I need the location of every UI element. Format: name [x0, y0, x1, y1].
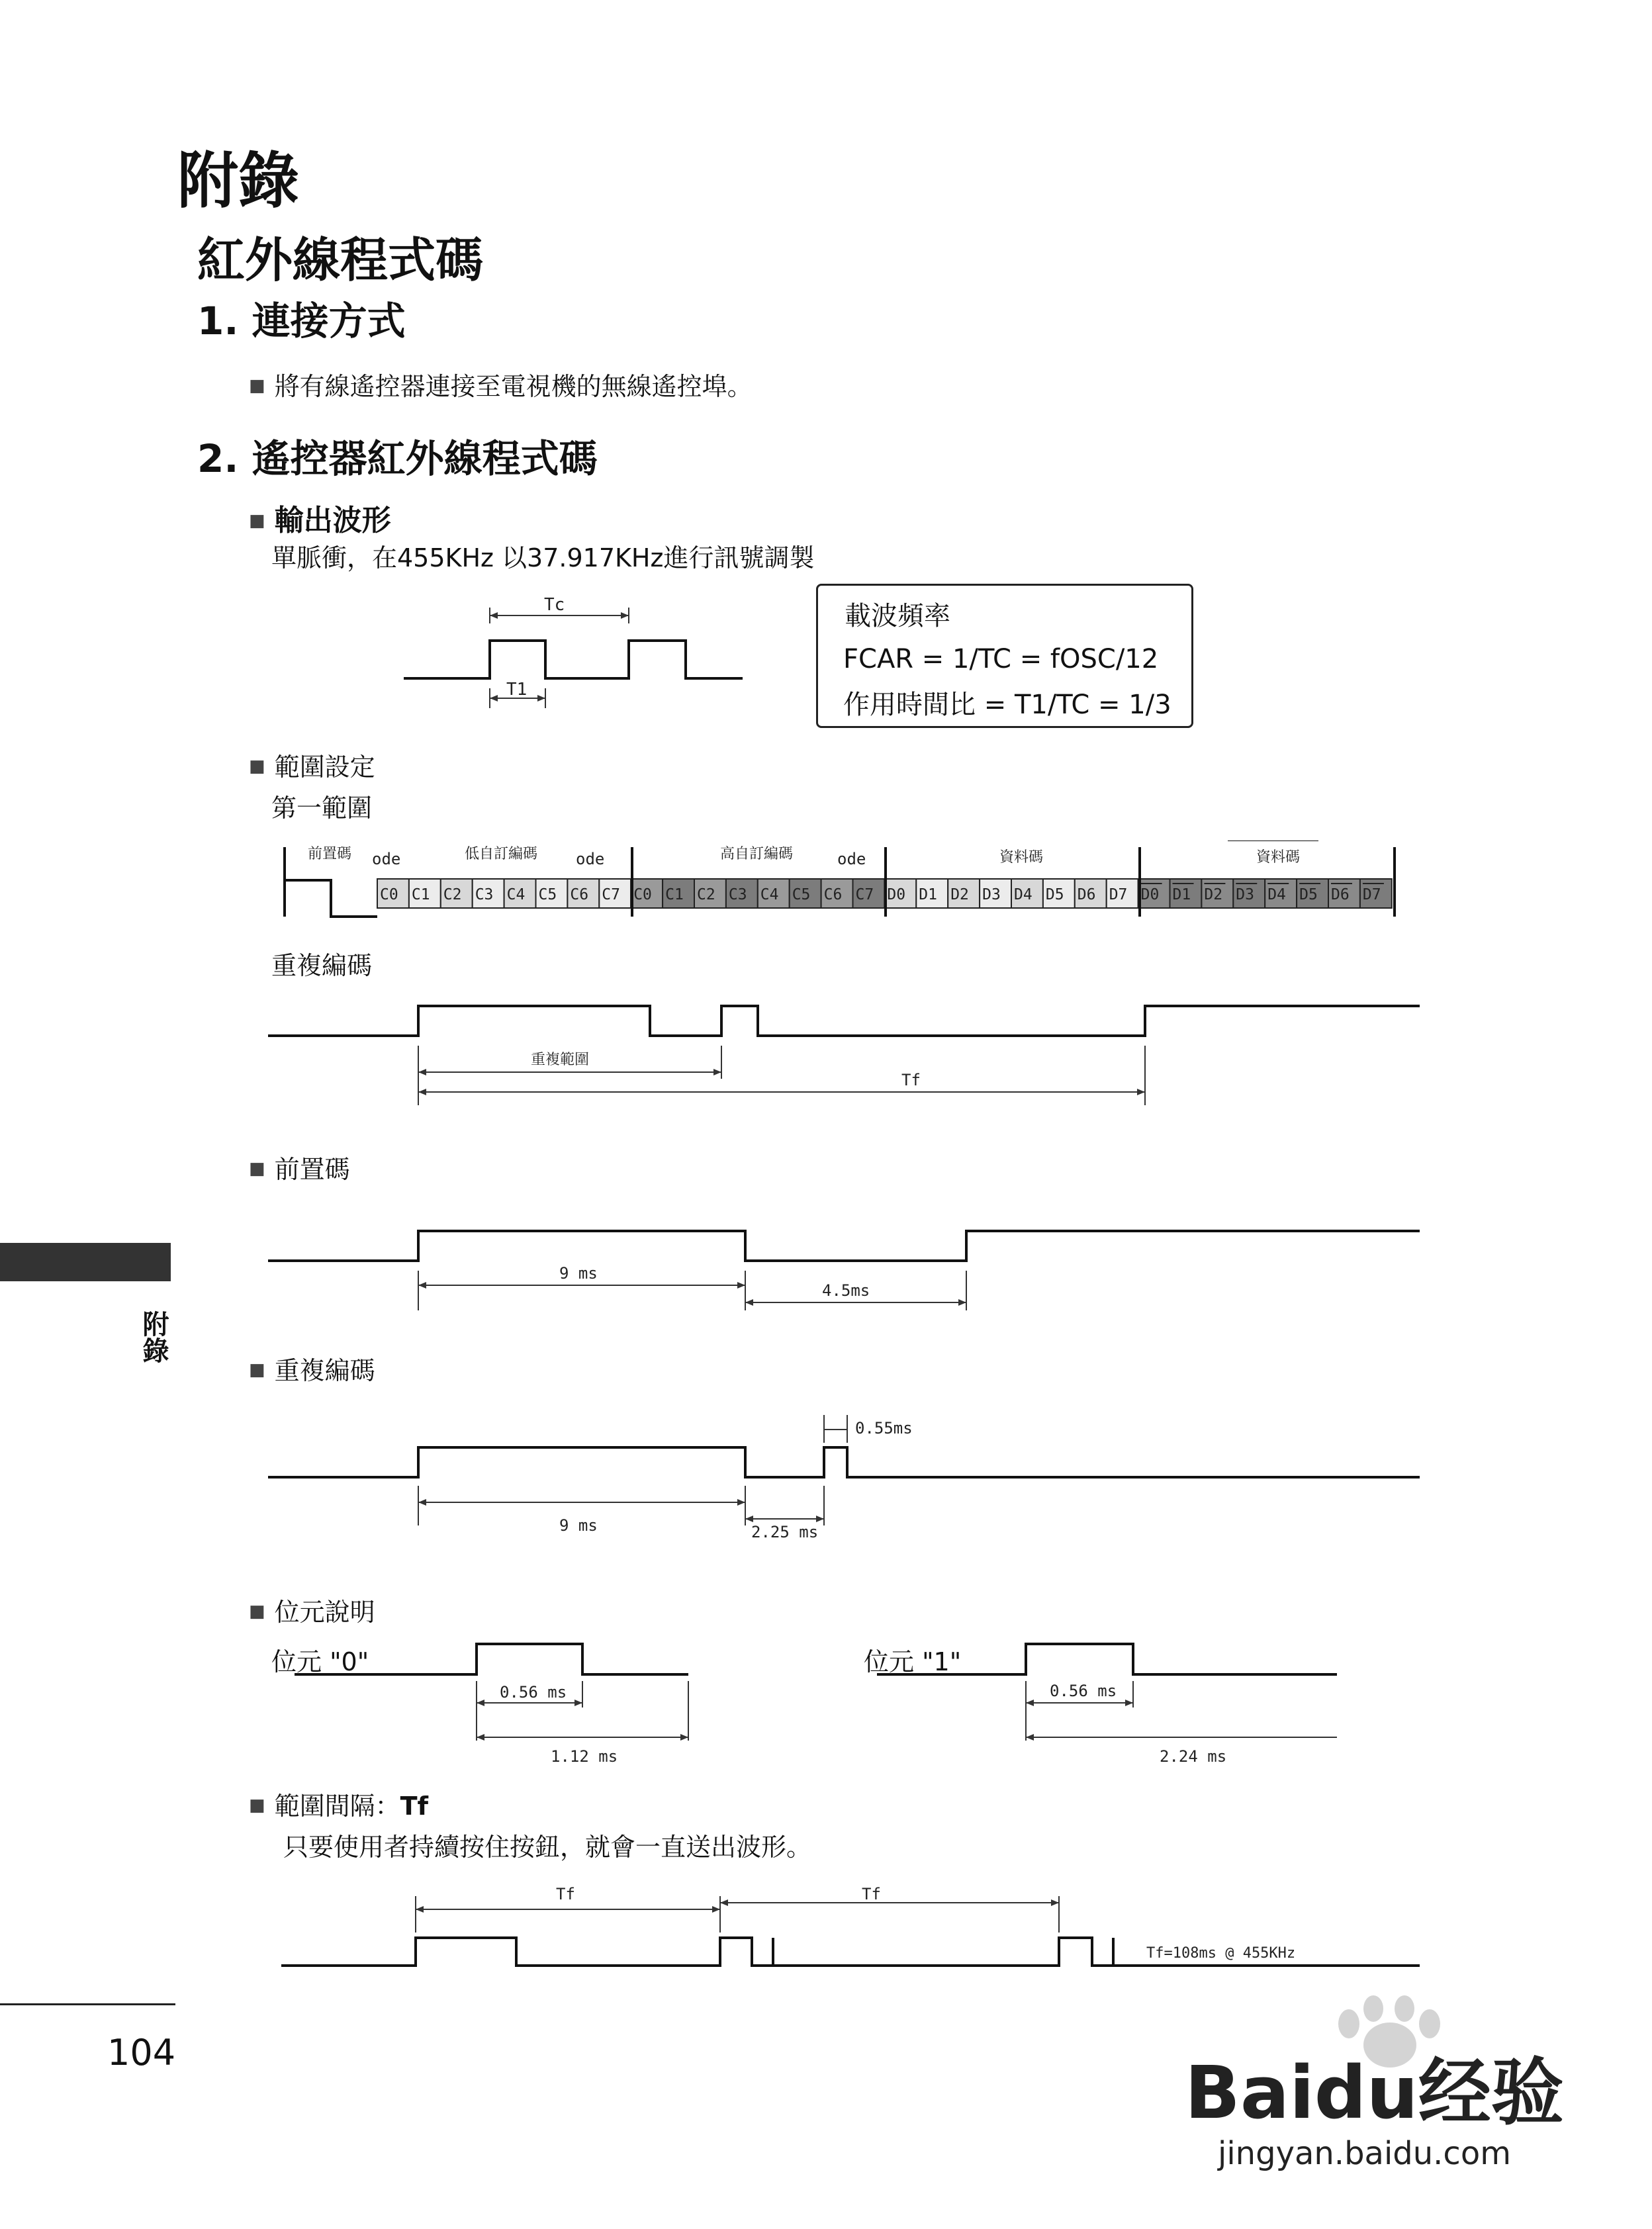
output-wave-desc: 單脈衝，在455KHz 以37.917KHz進行訊號調製 — [271, 543, 815, 572]
frame-cell-label: C1 — [411, 886, 430, 903]
frame-cell-label: D7 — [1362, 886, 1381, 903]
output-wave-heading: ■ 輸出波形 — [249, 496, 391, 539]
bit0-high-time: 0.56 ms — [500, 1683, 567, 1702]
preamble-heading: ■ 前置碼 — [249, 1149, 350, 1185]
group-label-data: 資料碼 — [999, 849, 1044, 866]
frame-cell-label: D3 — [1236, 886, 1255, 903]
group-label-low-custom: 低自訂編碼 — [465, 846, 538, 862]
watermark-brand: Baidu经验 — [1185, 2050, 1564, 2135]
repeat-frame-diagram — [265, 993, 1430, 1112]
interval-heading-text: 範圍間隔： — [274, 1792, 400, 1821]
interval-heading — [249, 1786, 428, 1822]
frame-cell-label: D5 — [1299, 886, 1318, 903]
frame-cell-label: C5 — [792, 886, 811, 903]
code-frag-2: ode — [576, 850, 605, 868]
preamble-diagram — [265, 1218, 1430, 1317]
frame-cell-label: C7 — [855, 886, 874, 903]
carrier-frequency-box — [816, 584, 1193, 728]
repeat-9ms: 9 ms — [559, 1516, 598, 1535]
interval-heading-tf: Tf — [400, 1792, 429, 1821]
baidu-watermark-logo — [1171, 1985, 1569, 2184]
frame-cell-label: D0 — [1140, 886, 1160, 903]
side-tab-label: 附錄 — [138, 1310, 169, 1363]
frame-diagram — [278, 841, 1403, 927]
bit1-high-time: 0.56 ms — [1050, 1682, 1117, 1700]
bit1-diagram — [874, 1635, 1350, 1767]
frame-cell-label: C3 — [475, 886, 494, 903]
t1-label: T1 — [506, 680, 528, 700]
interval-note: Tf=108ms @ 455KHz — [1146, 1945, 1296, 1962]
frame-cell-label: D6 — [1077, 886, 1096, 903]
carrier-box-title: 載波頻率 — [845, 601, 950, 631]
carrier-box-line1: FCAR = 1/TC = fOSC/12 — [843, 644, 1159, 674]
frame-cell-label: C3 — [728, 886, 747, 903]
bits-heading: ■ 位元說明 — [249, 1592, 375, 1628]
bit1-label: 位元 "1" — [864, 1647, 962, 1676]
frame-cell-label: D2 — [1204, 886, 1223, 903]
frame-cell-label: D2 — [950, 886, 969, 903]
repeat-range-label: 重複範圍 — [531, 1052, 590, 1068]
bit0-diagram — [291, 1635, 702, 1767]
side-tab-bar — [0, 1243, 171, 1281]
frame-cell-label: C4 — [760, 886, 779, 903]
frame-cell-label: D4 — [1014, 886, 1032, 903]
section2-heading: 2. 遙控器紅外線程式碼 — [197, 436, 598, 481]
frame-cell-label: D4 — [1267, 886, 1286, 903]
frame-cell-label: C4 — [506, 886, 526, 903]
repeat-code-diagram — [265, 1403, 1430, 1549]
frame-cell-label: C5 — [538, 886, 557, 903]
page-title: 附錄 — [177, 146, 300, 216]
watermark-url: jingyan.baidu.com — [1218, 2135, 1511, 2172]
frame-cell-label: C6 — [823, 886, 843, 903]
bit0-label: 位元 "0" — [271, 1647, 369, 1676]
tc-label: Tc — [544, 595, 565, 615]
frame-cell-label: C1 — [665, 886, 684, 903]
code-frag-1: ode — [372, 850, 401, 868]
frame-cell-label: D1 — [1172, 886, 1191, 903]
output-waveform — [397, 589, 755, 721]
frame-cell-label: D6 — [1331, 886, 1350, 903]
frame-cell-label: D7 — [1109, 886, 1128, 903]
repeat-frame-heading: 重複編碼 — [271, 951, 373, 980]
frame-heading: ■ 範圍設定 — [249, 747, 375, 783]
section1-heading: 1. 連接方式 — [197, 298, 406, 343]
frame-sub: 第一範圍 — [271, 794, 373, 823]
frame-cell-label: D0 — [887, 886, 906, 903]
interval-tf2: Tf — [862, 1885, 881, 1903]
preamble-4-5ms: 4.5ms — [822, 1281, 870, 1300]
interval-diagram — [278, 1880, 1430, 1979]
repeat-2-25ms: 2.25 ms — [751, 1523, 819, 1541]
footer-rule — [0, 2003, 175, 2005]
frame-cell-label: D1 — [919, 886, 938, 903]
frame-cell-label: D3 — [982, 886, 1001, 903]
interval-tf1: Tf — [556, 1885, 575, 1903]
frame-cell-label: C0 — [633, 886, 652, 903]
frame-cell-label: C2 — [697, 886, 715, 903]
frame-cell-label: C2 — [443, 886, 462, 903]
repeat-0-55ms: 0.55ms — [855, 1419, 913, 1437]
preamble-9ms: 9 ms — [559, 1264, 598, 1283]
group-label-preamble: 前置碼 — [308, 846, 352, 862]
repeat-code-heading: ■ 重複編碼 — [249, 1350, 375, 1387]
frame-cell-label: C0 — [380, 886, 398, 903]
frame-cell-label: C7 — [602, 886, 621, 903]
code-frag-3: ode — [837, 850, 866, 868]
bit0-period: 1.12 ms — [551, 1747, 618, 1766]
frame-cell-label: C6 — [570, 886, 589, 903]
interval-desc: 只要使用者持續按住按鈕，就會一直送出波形。 — [283, 1833, 812, 1862]
page-number: 104 — [107, 2032, 176, 2073]
frame-cell-label: D5 — [1045, 886, 1064, 903]
bit1-period: 2.24 ms — [1160, 1747, 1227, 1766]
group-label-data-inv: 資料碼 — [1256, 849, 1301, 866]
group-label-high-custom: 高自訂編碼 — [720, 846, 794, 862]
repeat-tf-label: Tf — [901, 1071, 921, 1089]
carrier-box-line2: 作用時間比 = T1/TC = 1/3 — [843, 690, 1171, 720]
section1-text: ■ 將有線遙控器連接至電視機的無線遙控埠。 — [249, 366, 753, 402]
page-subtitle: 紅外線程式碼 — [197, 232, 484, 288]
